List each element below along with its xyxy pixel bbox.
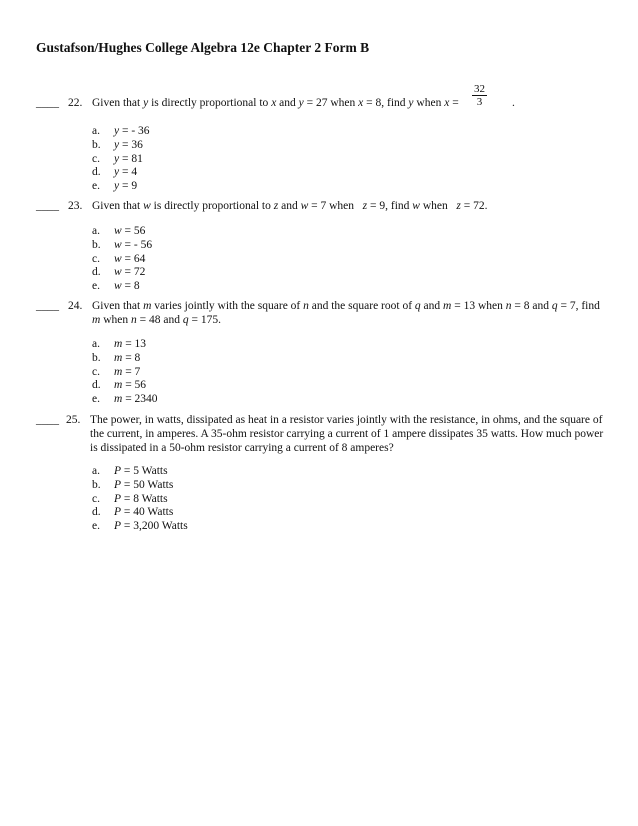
page-title: Gustafson/Hughes College Algebra 12e Chapter 2 Form B [36,40,370,55]
question-23 [36,199,606,294]
choice-c[interactable]: c. y = 81 [92,152,143,165]
question-number: 25. [66,414,81,426]
fraction-denominator: 3 [476,96,483,108]
question-22 [36,83,606,196]
question-24 [36,299,606,409]
choice-a[interactable]: a. w = 56 [92,225,146,237]
answer-blank[interactable]: ____ [36,97,59,109]
fraction-numerator: 32 [474,83,485,95]
answer-blank[interactable]: ____ [36,300,59,312]
choice-c[interactable]: c. w = 64 [92,252,146,265]
stem-period: . [512,97,515,109]
choice-e[interactable]: e. m = 2340 [92,393,158,406]
choice-c[interactable]: c. P = 8 Watts [92,492,168,505]
choice-e[interactable]: e. P = 3,200 Watts [92,520,188,533]
question-stem: Given that w is directly proportional to z and w = 7 when z = 9, find w when z = 72. [92,200,488,212]
choice-list [92,225,152,294]
fraction [472,83,487,108]
choice-c[interactable]: c. m = 7 [92,365,141,378]
choice-list [92,338,158,407]
question-number: 22. [68,97,83,109]
choice-d[interactable]: d. y = 4 [92,166,138,179]
choice-list [92,125,150,194]
choice-a[interactable]: a. m = 13 [92,338,147,350]
choice-b[interactable]: b. w = - 56 [92,238,153,251]
choice-list [92,465,188,534]
choice-a[interactable]: a. P = 5 Watts [92,465,168,477]
question-stem: Given that y is directly proportional to x and y = 27 when x = 8, find y when x = [92,97,459,109]
choice-e[interactable]: e. y = 9 [92,180,138,193]
choice-b[interactable]: b. m = 8 [92,351,141,364]
choice-b[interactable]: b. y = 36 [92,138,143,151]
question-stem: Given that m varies jointly with the square of n and the square root of q and m = 13 when n = 8 and q = 7, find m when n = 48 and q = 175. [92,300,600,326]
choice-e[interactable]: e. w = 8 [92,280,140,293]
answer-blank[interactable]: ____ [36,200,59,212]
question-stem: The power, in watts, dissipated as heat in a resistor varies jointly with the resistance, in ohms, and the square of the current, in amperes. A 35-ohm resistor carrying a current of 1 ampere dissipates 35 watts. How much power is dissipated in a 50-ohm resistor carrying a current of 8 amperes? [90,414,604,454]
choice-b[interactable]: b. P = 50 Watts [92,478,174,491]
choice-d[interactable]: d. P = 40 Watts [92,506,174,519]
choice-d[interactable]: d. w = 72 [92,266,146,279]
choice-a[interactable]: a. y = - 36 [92,125,150,137]
question-25 [36,413,606,538]
question-number: 23. [68,200,83,212]
answer-blank[interactable]: ____ [36,414,59,426]
question-number: 24. [68,300,83,312]
choice-d[interactable]: d. m = 56 [92,379,147,392]
